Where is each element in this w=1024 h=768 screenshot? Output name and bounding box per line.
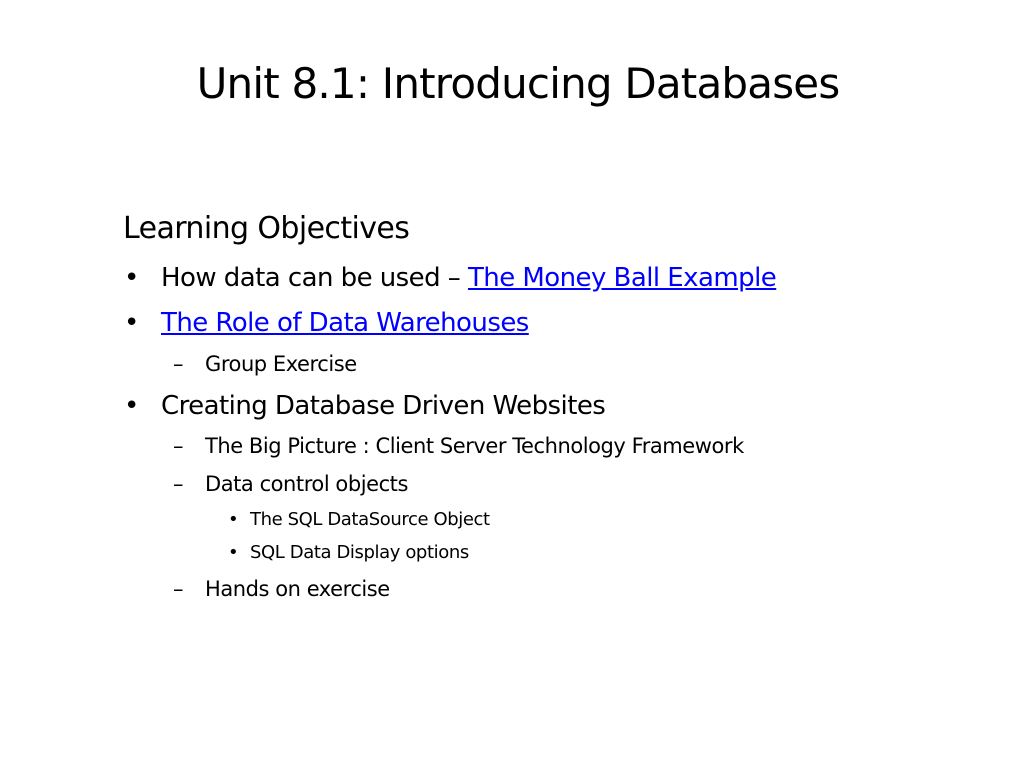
- dash-icon: –: [173, 352, 184, 376]
- bullet-icon: •: [228, 509, 239, 530]
- sub-sub-item-text: SQL Data Display options: [250, 542, 469, 563]
- dash-icon: –: [173, 472, 184, 496]
- dash-icon: –: [173, 434, 184, 458]
- sub-item-text: Data control objects: [205, 472, 408, 496]
- sub-item-text: Group Exercise: [205, 352, 357, 376]
- bullet-icon: •: [124, 391, 139, 421]
- sub-item-text: Hands on exercise: [205, 577, 390, 601]
- list-item-text: Creating Database Driven Websites: [161, 391, 606, 421]
- data-warehouses-link[interactable]: The Role of Data Warehouses: [161, 308, 529, 338]
- list-item-prefix: How data can be used –: [161, 263, 468, 293]
- bullet-icon: •: [124, 263, 139, 293]
- slide-title: Unit 8.1: Introducing Databases: [196, 59, 840, 108]
- dash-icon: –: [173, 577, 184, 601]
- sub-sub-item-text: The SQL DataSource Object: [250, 509, 490, 530]
- list-item-text: [161, 260, 776, 296]
- list-item-text: [161, 305, 529, 341]
- sub-item-text: The Big Picture : Client Server Technology Framework: [205, 434, 744, 458]
- bullet-icon: •: [228, 542, 239, 563]
- section-heading: Learning Objectives: [123, 211, 410, 246]
- bullet-icon: •: [124, 308, 139, 338]
- money-ball-example-link[interactable]: The Money Ball Example: [467, 263, 777, 293]
